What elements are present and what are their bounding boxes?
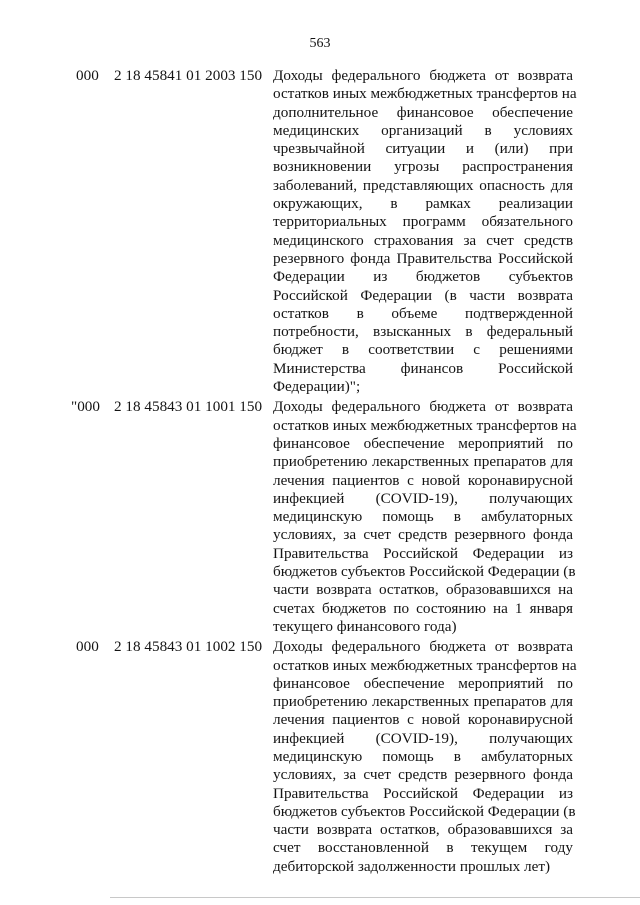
description-line: медицинскую помощь в амбулаторных	[273, 747, 573, 765]
classification-entry	[0, 67, 640, 396]
description-line: Доходы федерального бюджета от возврата	[273, 398, 573, 416]
description-line: остатков иных межбюджетных трансфертов на	[273, 85, 577, 103]
description-line: медицинских организаций в условиях	[273, 121, 573, 139]
description-line: текущего финансового года)	[273, 617, 457, 635]
classification-entry	[0, 398, 640, 636]
description-line: окружающих, в рамках реализации	[273, 195, 573, 213]
description-line: бюджетов субъектов Российской Федерации (в	[273, 563, 576, 581]
entry-description	[273, 398, 577, 636]
description-line: инфекцией (COVID-19), получающих	[273, 729, 573, 747]
admin-code: "000	[71, 398, 100, 416]
description-line: инфекцией (COVID-19), получающих	[273, 489, 573, 507]
kbk-code: 2 18 45843 01 1001 150	[114, 398, 263, 416]
classification-entries	[0, 67, 640, 878]
description-line: заболеваний, представляющих опасность для	[273, 176, 573, 194]
description-line: приобретению лекарственных препаратов для	[273, 453, 573, 471]
description-line: счет восстановленной в текущем году	[273, 839, 573, 857]
description-line: потребности, взысканных в федеральный	[273, 323, 573, 341]
classification-entry	[0, 638, 640, 876]
description-line: Доходы федерального бюджета от возврата	[273, 67, 573, 84]
description-line: Федерации)";	[273, 378, 361, 396]
scan-edge-line	[110, 897, 640, 898]
description-line: бюджет в соответствии с решениями	[273, 341, 573, 359]
description-line: лечения пациентов с новой коронавирусной	[273, 711, 573, 729]
description-line: Правительства Российской Федерации из	[273, 784, 573, 802]
description-line: финансовое обеспечение мероприятий по	[273, 674, 573, 692]
description-line: дебиторской задолженности прошлых лет)	[273, 857, 551, 875]
entry-description	[273, 638, 577, 876]
description-line: территориальных программ обязательного	[273, 213, 573, 231]
admin-code: 000	[76, 67, 99, 84]
description-line: части возврата остатков, образовавшихся на	[273, 581, 573, 599]
description-line: условиях, за счет средств резервного фонда	[273, 526, 573, 544]
description-line: части возврата остатков, образовавшихся за	[273, 821, 573, 839]
description-line: условиях, за счет средств резервного фонда	[273, 766, 573, 784]
description-line: приобретению лекарственных препаратов для	[273, 693, 573, 711]
description-line: финансовое обеспечение мероприятий по	[273, 434, 573, 452]
description-line: остатков иных межбюджетных трансфертов на	[273, 656, 577, 674]
page-number: 563	[309, 36, 331, 51]
description-line: Доходы федерального бюджета от возврата	[273, 638, 573, 656]
description-line: медицинскую помощь в амбулаторных	[273, 508, 573, 526]
description-line: Федерации из бюджетов субъектов	[273, 268, 573, 286]
description-line: медицинского страхования за счет средств	[273, 231, 573, 249]
description-line: лечения пациентов с новой коронавирусной	[273, 471, 573, 489]
description-line: Российской Федерации (в части возврата	[273, 286, 573, 304]
description-line: бюджетов субъектов Российской Федерации (в	[273, 802, 576, 820]
description-line: чрезвычайной ситуации и (или) при	[273, 140, 573, 158]
description-line: возникновении угрозы распространения	[273, 158, 573, 176]
kbk-code: 2 18 45843 01 1002 150	[114, 638, 263, 656]
description-line: остатков иных межбюджетных трансфертов на	[273, 416, 577, 434]
description-line: Министерства финансов Российской	[273, 359, 573, 377]
entry-description	[273, 67, 577, 396]
description-line: Правительства Российской Федерации из	[273, 544, 573, 562]
admin-code: 000	[76, 638, 99, 656]
description-line: остатков в объеме подтвержденной	[273, 304, 573, 322]
description-line: резервного фонда Правительства Российской	[273, 249, 573, 267]
kbk-code: 2 18 45841 01 2003 150	[114, 67, 263, 84]
description-line: счетах бюджетов по состоянию на 1 января	[273, 599, 573, 617]
description-line: дополнительное финансовое обеспечение	[273, 103, 573, 121]
